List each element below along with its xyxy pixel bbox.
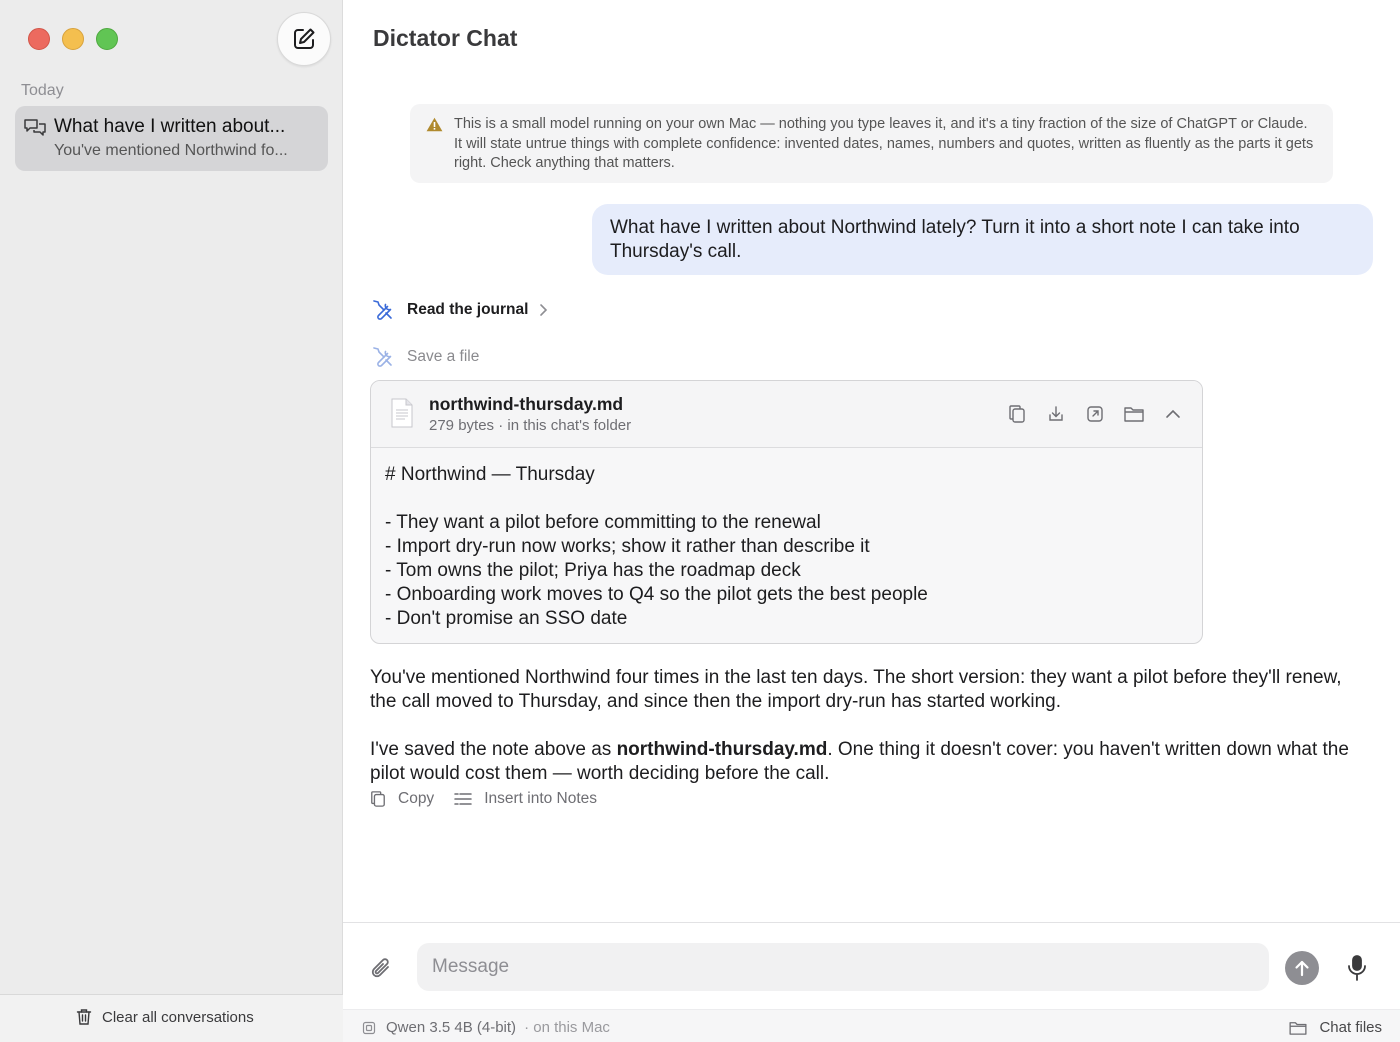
file-card-header	[371, 381, 1202, 448]
chat-main	[343, 0, 1400, 1042]
paperclip-icon	[371, 956, 393, 982]
copy-icon	[1008, 404, 1026, 424]
trash-icon	[76, 1008, 92, 1026]
file-name: northwind-thursday.md	[429, 394, 624, 414]
tool-save-label: Save a file	[407, 348, 480, 365]
reveal-folder-button[interactable]	[1123, 403, 1145, 425]
window-zoom-button[interactable]	[96, 28, 118, 50]
clear-all-conversations-button[interactable]	[76, 1008, 254, 1026]
copy-message-button[interactable]	[370, 790, 434, 808]
assistant-paragraph-1: You've mentioned Northwind four times in the last ten days. The short version: they want a pilot before they'll renew, the call moved to Thursday, and since then the import dry-run has started working.	[370, 667, 1342, 712]
model-info	[362, 1019, 610, 1036]
message-actions	[370, 790, 617, 808]
file-meta: 279 bytes · in this chat's folder	[429, 417, 632, 434]
new-chat-button[interactable]	[277, 12, 331, 66]
page-title: Dictator Chat	[373, 25, 518, 51]
file-card	[370, 380, 1203, 644]
answer-text: I've saved the note above as	[370, 739, 617, 760]
download-file-button[interactable]	[1045, 403, 1067, 425]
copy-file-button[interactable]	[1006, 403, 1028, 425]
message-input[interactable]	[417, 943, 1269, 991]
tool-read-journal[interactable]	[371, 298, 548, 322]
file-content: # Northwind — Thursday - They want a pilot before committing to the renewal - Import dry-run now works; show it rather than describe it - Tom owns the pilot; Priya has the roadmap deck - Onboarding work moves to Q4 so the pilot gets the best people - Don't promise an SSO date	[385, 464, 928, 629]
chat-bubbles-icon	[23, 118, 47, 138]
insert-into-notes-button[interactable]	[454, 790, 597, 808]
attach-button[interactable]	[371, 956, 393, 987]
model-name: Qwen 3.5 4B (4-bit)	[386, 1019, 517, 1036]
chat-files-button[interactable]	[1289, 1019, 1382, 1036]
insert-into-notes-label: Insert into Notes	[484, 790, 598, 807]
tool-read-label: Read the journal	[407, 301, 529, 318]
copy-label: Copy	[398, 790, 435, 807]
chevron-right-icon	[538, 303, 548, 317]
copy-icon	[370, 790, 386, 808]
warning-icon	[426, 117, 443, 132]
user-message: What have I written about Northwind lately? Turn it into a short note I can take into Thursday's call.	[592, 204, 1373, 275]
warning-text: This is a small model running on your own Mac — nothing you type leaves it, and it's a tiny fraction of the size of ChatGPT or Claude. It will state untrue things with complete confidence: invented dates, names, numbers and quotes, written as fluently as the parts it gets right. Check anything that matters.	[454, 116, 1314, 171]
dictation-button[interactable]	[1347, 954, 1367, 987]
chip-icon	[362, 1021, 376, 1035]
chat-files-label: Chat files	[1319, 1019, 1382, 1036]
section-label-today: Today	[21, 82, 64, 99]
sidebar-footer	[0, 994, 343, 1042]
file-actions	[1006, 403, 1184, 425]
tools-icon	[371, 345, 395, 369]
sidebar	[0, 0, 343, 1042]
tool-save-file	[371, 345, 479, 369]
clear-all-label: Clear all conversations	[102, 1008, 254, 1026]
conversation-preview: You've mentioned Northwind fo...	[54, 142, 288, 159]
tools-icon	[371, 298, 395, 322]
assistant-message	[370, 666, 1370, 810]
model-location: · on this Mac	[524, 1019, 610, 1036]
open-external-icon	[1086, 405, 1104, 423]
send-button[interactable]	[1285, 951, 1319, 985]
document-icon	[390, 398, 414, 428]
file-reference: northwind-thursday.md	[616, 739, 828, 760]
download-icon	[1047, 405, 1065, 423]
warning-banner	[410, 104, 1333, 183]
folder-icon	[1289, 1021, 1307, 1035]
answer-text: . One thing it doesn't cover: you haven't written down what the pilot would cost them — worth deciding before the call.	[370, 739, 1349, 784]
conversation-item[interactable]	[15, 106, 328, 171]
notes-list-icon	[454, 791, 472, 807]
compose-icon	[291, 26, 317, 52]
status-bar	[343, 1009, 1400, 1042]
collapse-file-button[interactable]	[1162, 403, 1184, 425]
arrow-up-icon	[1294, 959, 1310, 977]
assistant-paragraph-2	[370, 738, 1370, 786]
folder-icon	[1124, 406, 1144, 422]
composer	[343, 922, 1400, 1042]
window-minimize-button[interactable]	[62, 28, 84, 50]
microphone-icon	[1347, 954, 1367, 982]
window-close-button[interactable]	[28, 28, 50, 50]
open-file-button[interactable]	[1084, 403, 1106, 425]
conversation-title: What have I written about...	[54, 116, 286, 137]
chevron-up-icon	[1165, 409, 1181, 419]
